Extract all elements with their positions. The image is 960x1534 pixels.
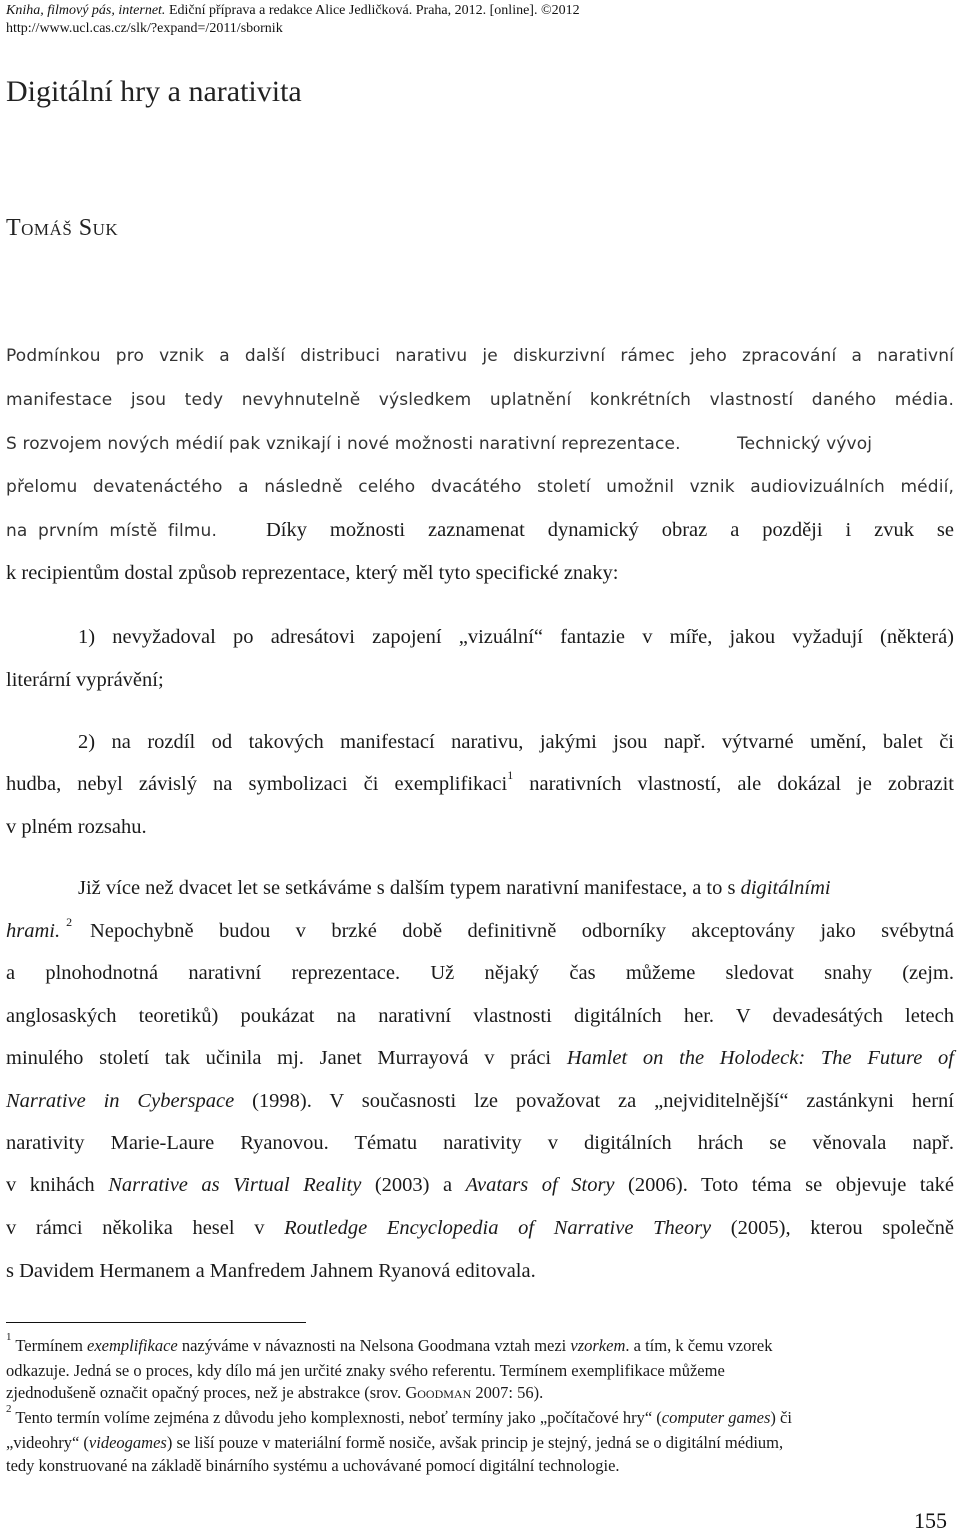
text-line: přelomu devatenáctého a následně celého dvacátého století umožnil vznik audiovizuálních médií, xyxy=(6,477,954,497)
text-line: S rozvojem nových médií pak vznikají i nové možnosti narativní reprezentace. xyxy=(6,434,681,454)
text-line: Technický vývoj xyxy=(737,434,873,454)
text-line: na prvním místě filmu. xyxy=(6,521,218,541)
text-segment: (1998). V současnosti lze považovat za „nejviditelnější“ zastánkyni herní xyxy=(234,1090,954,1112)
italic-term: exemplifikace xyxy=(87,1336,178,1355)
footnote-1 xyxy=(6,1330,954,1356)
text-segment: v knihách xyxy=(6,1174,109,1196)
italic-term: digitálními xyxy=(740,877,831,899)
text-line xyxy=(78,877,831,899)
italic-term: videogames xyxy=(88,1433,167,1452)
text-line xyxy=(6,1174,954,1196)
footnote-2-line xyxy=(6,1433,954,1453)
work-title: Hamlet on the Holodeck: The Future of xyxy=(566,1047,954,1069)
text-line xyxy=(6,1217,954,1239)
citation-details: Ediční příprava a redakce Alice Jedličková. Praha, 2012. [online]. ©2012 xyxy=(165,3,580,18)
text-segment: (2003) a xyxy=(361,1174,466,1196)
text-segment: ) či xyxy=(770,1408,792,1427)
article-title: Digitální hry a narativita xyxy=(6,75,302,108)
text-line: s Davidem Hermanem a Manfredem Jahnem Ryanová editovala. xyxy=(6,1260,536,1282)
text-segment: . a tím, k čemu vzorek xyxy=(625,1336,773,1355)
text-segment: (2006). Toto téma se objevuje také xyxy=(614,1174,954,1196)
footnote-1-line: odkazuje. Jedná se o proces, kdy dílo má jen určité znaky svého referentu. Termínem exemplifikace můžeme xyxy=(6,1361,725,1380)
italic-term: hrami. xyxy=(6,920,61,942)
text-segment: 2007: 56). xyxy=(471,1383,544,1402)
text-segment: nazýváme v návaznosti na Nelsona Goodmana vztah mezi xyxy=(177,1336,571,1355)
text-line: literární vyprávění; xyxy=(6,669,164,691)
text-segment: ) se liší pouze v materiální formě nosiče, avšak princip je stejný, jedná se o digitální médium, xyxy=(166,1433,784,1452)
citation-header xyxy=(6,2,580,38)
text-line: 2) na rozdíl od takových manifestací narativu, jakými jsou např. výtvarné umění, balet či xyxy=(78,731,954,753)
text-segment: (2005), kterou společně xyxy=(711,1217,954,1239)
footnote-number: 1 xyxy=(6,1330,12,1343)
cited-author: Goodman xyxy=(405,1383,472,1402)
text-line xyxy=(6,1090,954,1112)
page-number: 155 xyxy=(914,1508,947,1533)
text-line: anglosaských teoretiků) poukázat na narativní vlastnosti digitálních her. V devadesátých letech xyxy=(6,1005,954,1027)
footnote-ref-1[interactable]: 1 xyxy=(507,768,514,783)
text-segment: Tento termín volíme zejména z důvodu jeho komplexnosti, neboť termíny jako „počítačové hry“ ( xyxy=(11,1408,662,1427)
work-title: Narrative as Virtual Reality xyxy=(108,1174,362,1196)
footnote-ref-2[interactable]: 2 xyxy=(66,915,73,930)
text-line: Podmínkou pro vznik a další distribuci narativu je diskurzivní rámec jeho zpracování a narativní xyxy=(6,346,954,366)
footnote-number: 2 xyxy=(6,1402,12,1415)
text-line: 1) nevyžadoval po adresátovi zapojení „vizuální“ fantazie v míře, jakou vyžadují (některá) xyxy=(78,626,954,648)
footnote-2 xyxy=(6,1402,954,1428)
footnote-divider xyxy=(6,1322,306,1323)
text-line: manifestace jsou tedy nevyhnutelně výsledkem uplatnění konkrétních vlastností daného média. xyxy=(6,390,954,410)
text-segment: Již více než dvacet let se setkáváme s dalším typem narativní manifestace, a to s xyxy=(78,877,741,899)
text-line xyxy=(6,768,954,795)
text-line: a plnohodnotná narativní reprezentace. Už nějaký čas můžeme sledovat snahy (zejm. xyxy=(6,962,954,984)
text-segment: narativních vlastností, ale dokázal je zobrazit xyxy=(513,773,954,795)
citation-url[interactable]: http://www.ucl.cas.cz/slk/?expand=/2011/sbornik xyxy=(6,21,283,36)
text-segment: Termínem xyxy=(11,1336,88,1355)
work-title: Routledge Encyclopedia of Narrative Theory xyxy=(284,1217,712,1239)
text-line: v plném rozsahu. xyxy=(6,816,147,838)
text-line xyxy=(6,915,73,942)
text-segment: v rámci několika hesel v xyxy=(6,1217,285,1239)
work-title: Narrative in Cyberspace xyxy=(6,1090,235,1112)
text-line: Díky možnosti zaznamenat dynamický obraz a později i zvuk se xyxy=(266,519,954,541)
work-title: Avatars of Story xyxy=(465,1174,615,1196)
italic-term: vzorkem xyxy=(570,1336,626,1355)
citation-book-title: Kniha, filmový pás, internet. xyxy=(6,3,166,18)
italic-term: computer games xyxy=(661,1408,771,1427)
text-segment: minulého století tak učinila mj. Janet Murrayová v práci xyxy=(6,1047,567,1069)
author-name: Tomáš Suk xyxy=(6,215,119,241)
footnote-1-line xyxy=(6,1383,954,1403)
text-segment: hudba, nebyl závislý na symbolizaci či exemplifikaci xyxy=(6,773,508,795)
text-segment: zjednodušeně označit opačný proces, než je abstrakce (srov. xyxy=(6,1383,406,1402)
text-segment: „videohry“ ( xyxy=(6,1433,89,1452)
text-line: Nepochybně budou v brzké době definitivně odborníky akceptovány jako svébytná xyxy=(90,920,954,942)
text-line xyxy=(6,1047,954,1069)
footnote-2-line: tedy konstruované na základě binárního systému a uchovávané pomocí digitální technologie. xyxy=(6,1456,620,1475)
text-line: narativity Marie-Laure Ryanovou. Tématu narativity v digitálních hrách se věnovala např. xyxy=(6,1132,954,1154)
citation-line-1 xyxy=(6,2,580,20)
text-line: k recipientům dostal způsob reprezentace, který měl tyto specifické znaky: xyxy=(6,562,619,584)
